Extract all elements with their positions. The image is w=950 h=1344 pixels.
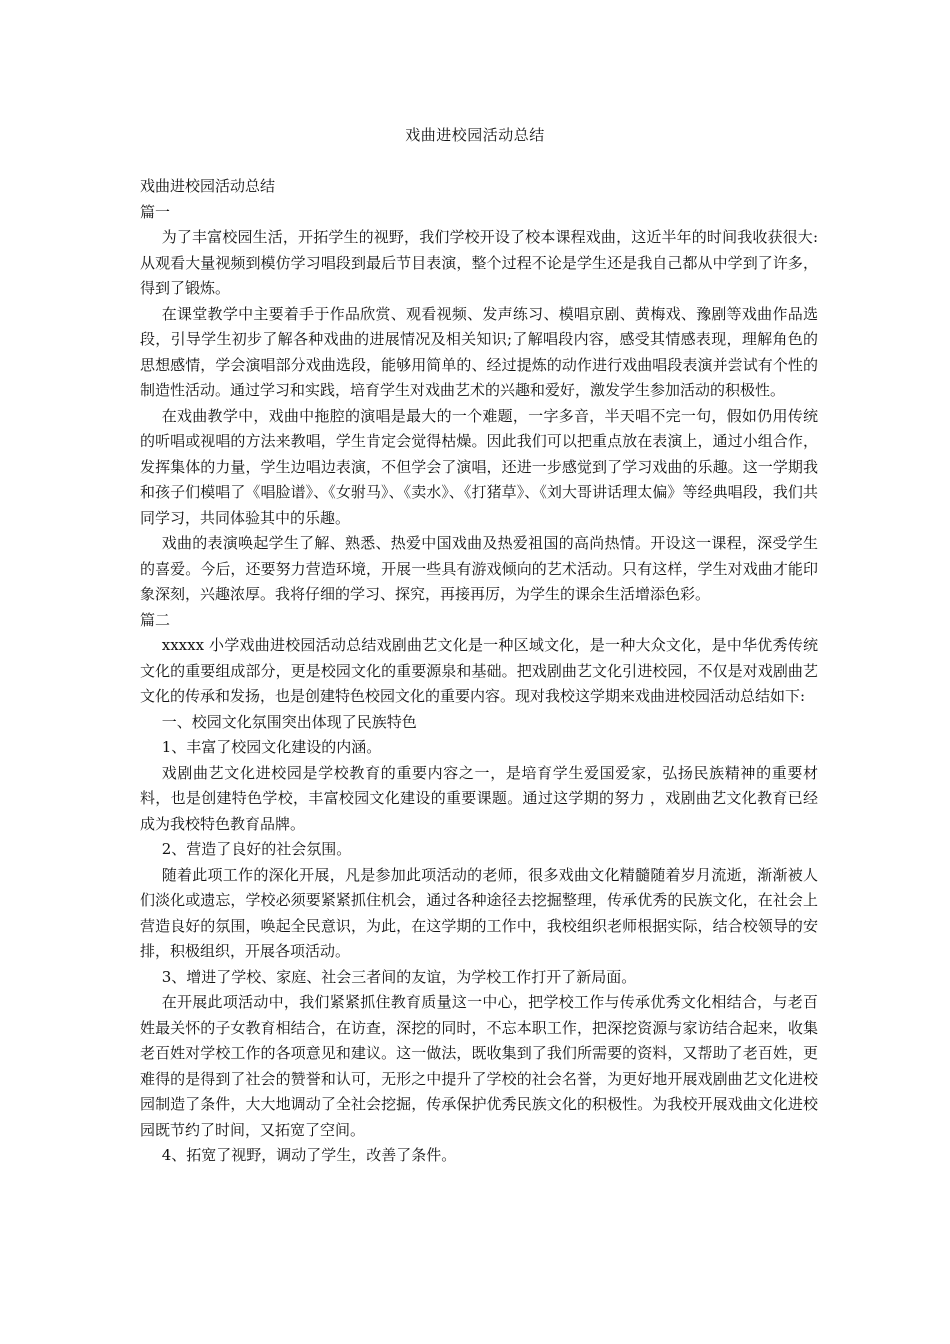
paragraph: 1、丰富了校园文化建设的内涵。 (161, 738, 382, 756)
document-body (140, 174, 818, 1169)
paragraph: 随着此项工作的深化开展，凡是参加此项活动的老师，很多戏曲文化精髓随着岁月流逝，渐渐被人们淡化或遗忘，学校必须要紧紧抓住机会，通过各种途径去挖掘整理，传承优秀的民族文化，在社会上营造良好的氛围，唤起全民意识，为此，在这学期的工作中，我校组织老师根据实际，结合校领导的安排，积极组织，开展各项活动。 (140, 865, 818, 960)
paragraph: 在开展此项活动中，我们紧紧抓住教育质量这一中心，把学校工作与传承优秀文化相结合，与老百姓最关怀的子女教育相结合，在访查，深挖的同时，不忘本职工作，把深挖资源与家访结合起来，收集老百姓对学校工作的各项意见和建议。这一做法，既收集到了我们所需要的资料，又帮助了老百姓，更难得的是得到了社会的赞誉和认可，无形之中提升了学校的社会名誉，为更好地开展戏剧曲艺文化进校园制造了条件，大大地调动了全社会挖掘，传承保护优秀民族文化的积极性。为我校开展戏曲文化进校园既节约了时间，又拓宽了空间。 (140, 993, 818, 1139)
paragraph: 篇一 (140, 202, 171, 221)
paragraph: 戏剧曲艺文化进校园是学校教育的重要内容之一，是培育学生爱国爱家，弘扬民族精神的重要材料，也是创建特色学校，丰富校园文化建设的重要课题。通过这学期的努力 ，戏剧曲艺文化教育已经成为我校特色教育品牌。 (140, 763, 818, 833)
document-title: 戏曲进校园活动总结 (405, 126, 545, 144)
paragraph: xxxxx 小学戏曲进校园活动总结戏剧曲艺文化是一种区域文化，是一种大众文化，是中华优秀传统文化的重要组成部分，更是校园文化的重要源泉和基础。把戏剧曲艺文化引进校园，不仅是对戏剧曲艺文化的传承和发扬，也是创建特色校园文化的重要内容。现对我校这学期来戏曲进校园活动总结如下: (140, 636, 818, 705)
paragraph: 3、增进了学校、家庭、社会三者间的友谊，为学校工作打开了新局面。 (161, 967, 637, 986)
paragraph: 戏曲进校园活动总结 (140, 177, 276, 195)
paragraph: 一、校园文化氛围突出体现了民族特色 (161, 712, 417, 731)
paragraph: 为了丰富校园生活，开拓学生的视野，我们学校开设了校本课程戏曲，这近半年的时间我收获很大:从观看大量视频到模仿学习唱段到最后节目表演，整个过程不论是学生还是我自己都从中学到了许多，得到了锻炼。 (140, 228, 818, 297)
paragraph: 4、拓宽了视野，调动了学生，改善了条件。 (161, 1146, 457, 1164)
paragraph: 戏曲的表演唤起学生了解、熟悉、热爱中国戏曲及热爱祖国的高尚热情。开设这一课程，深受学生的喜爱。今后，还要努力营造环境，开展一些具有游戏倾向的艺术活动。只有这样，学生对戏曲才能印象深刻，兴趣浓厚。我将仔细的学习、探究，再接再厉，为学生的课余生活增添色彩。 (140, 534, 818, 603)
paragraph: 在课堂教学中主要着手于作品欣赏、观看视频、发声练习、模唱京剧、黄梅戏、豫剧等戏曲作品选段，引导学生初步了解各种戏曲的进展情况及相关知识;了解唱段内容，感受其情感表现，理解角色的思想感情，学会演唱部分戏曲选段，能够用简单的、经过提炼的动作进行戏曲唱段表演并尝试有个性的制造性活动。通过学习和实践，培育学生对戏曲艺术的兴趣和爱好，激发学生参加活动的积极性。 (140, 304, 818, 399)
paragraph: 在戏曲教学中，戏曲中拖腔的演唱是最大的一个难题，一字多音，半天唱不完一句，假如仍用传统的听唱或视唱的方法来教唱，学生肯定会觉得枯燥。因此我们可以把重点放在表演上，通过小组合作，发挥集体的力量，学生边唱边表演，不但学会了演唱，还进一步感觉到了学习戏曲的乐趣。这一学期我和孩子们模唱了《唱脸谱》、《女驸马》、《卖水》、《打猪草》、《刘大哥讲话理太偏》等经典唱段，我们共同学习，共同体验其中的乐趣。 (140, 406, 818, 527)
paragraph: 2、营造了良好的社会氛围。 (161, 840, 352, 858)
paragraph: 篇二 (140, 610, 171, 629)
